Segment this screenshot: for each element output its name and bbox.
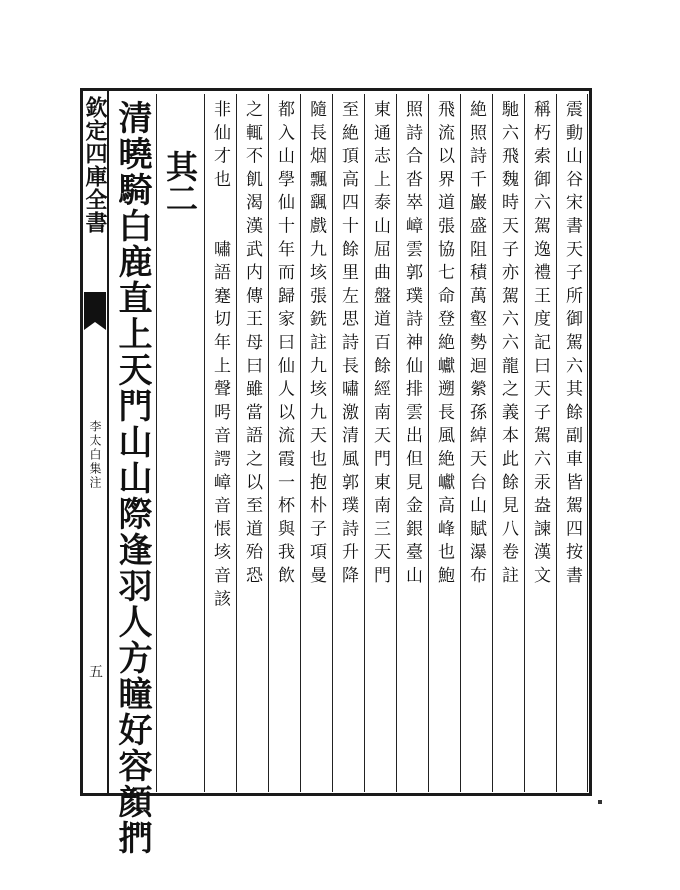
commentary-column: 飛流以界道張協七命登絶巘遡長風絶巘高峰也鮑: [434, 100, 454, 590]
poem-heading: 其二: [161, 150, 199, 214]
commentary-column: 馳六飛魏時天子亦駕六六龍之義本此餘見八卷註: [498, 100, 518, 590]
commentary-column: 震動山谷宋書天子所御駕六其餘副車皆駕四按書: [562, 100, 582, 590]
commentary-column: 東通志上泰山屈曲盤道百餘經南天門東南三天門: [370, 100, 390, 590]
column-rule: [156, 94, 157, 792]
commentary-column: 非仙才也 嘯語蹇切年上聲呺音諤嶂音悵垓音該: [210, 100, 230, 613]
commentary-column: 都入山學仙十年而歸家曰仙人以流霞一杯與我飲: [274, 100, 294, 590]
poem-line: 清曉騎白鹿直上天門山山際逢羽人方瞳好容顔捫: [112, 100, 152, 856]
commentary-column: 稱朽索御六駕逸禮王度記曰天子駕六汞盎諫漢文: [530, 100, 550, 590]
commentary-column: 隨長烟飄颻戲九垓張銑註九垓九天也抱朴子項曼: [306, 100, 326, 590]
book-title: 李太白集注: [88, 420, 102, 490]
commentary-column: 照詩合沓崒嶂雲郭璞詩神仙排雲出但見金銀臺山: [402, 100, 422, 590]
column-rule: [587, 94, 588, 792]
commentary-column: 至絶頂高四十餘里左思詩長嘯激清風郭璞詩升降: [338, 100, 358, 590]
page-number: 五: [87, 664, 103, 678]
page-edge-mark: [598, 800, 602, 804]
commentary-column: 絶照詩千巖盛阻積萬壑勢迴縈孫綽天台山賦瀑布: [466, 100, 486, 590]
commentary-column: 之輒不飢渴漢武内傳王母曰雖當語之以至道殆恐: [242, 100, 262, 590]
fish-tail-mark-icon: [84, 292, 106, 322]
collection-title: 欽定四庫全書: [82, 96, 108, 234]
